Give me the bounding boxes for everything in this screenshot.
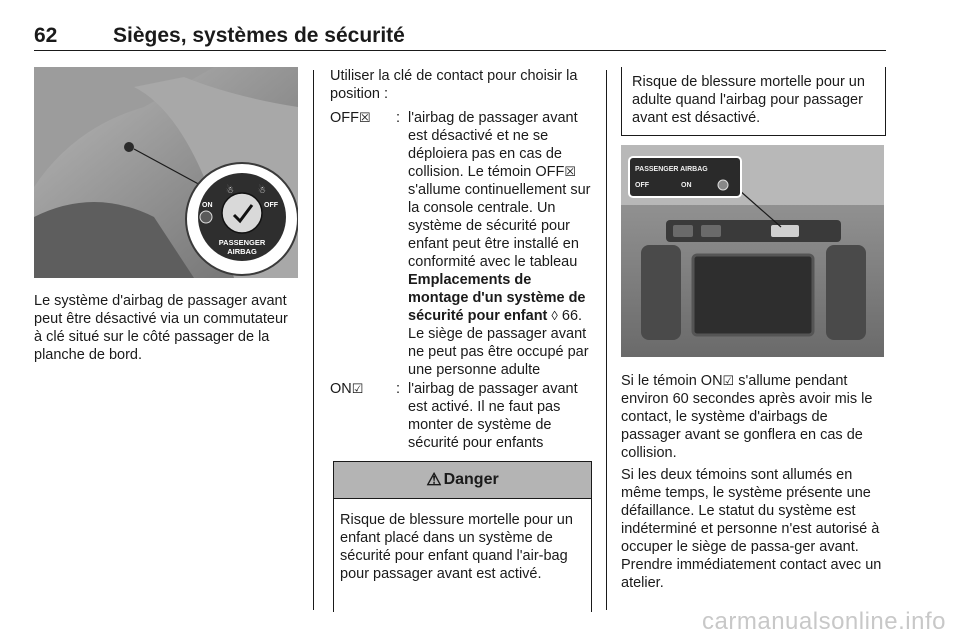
on-indicator-paragraph: [621, 372, 887, 462]
figure-caption: Le système d'airbag de passager avant peut être désactivé via un commutateur à clé situé sur le côté passager de la planche de bord.: [34, 293, 288, 363]
danger-box: [333, 461, 592, 612]
on-description: l'airbag de passager avant est activé. Il ne faut pas monter de système de sécurité pour enfants: [408, 381, 578, 451]
airbag-off-icon: ☒: [564, 164, 576, 179]
malfunction-paragraph: Si les deux témoins sont allumés en même temps, le système présente une défaillance. Le statut du système est indéterminé et personne n'est autorisé à occuper le siège de passa-ger avant. Prendre immédiatement contact avec un atelier.: [621, 467, 882, 591]
warning-triangle-icon: ⚠: [426, 470, 442, 489]
svg-text:☃: ☃: [258, 186, 267, 196]
off-reference: 66. Le siège de passager avant ne peut pas être occupé par une personne adulte: [408, 308, 589, 378]
airbag-on-icon: ☑: [351, 381, 364, 396]
switch-label-airbag: AIRBAG: [227, 247, 257, 256]
definition-off: OFF☒ : l'airbag de passager avant est désactivé et ne se déploiera pas en cas de collision. Le témoin OFF☒ s'allume continuellement sur la console centrale. Un système de sécurité pour enfant peut être installé en conformité avec le tableau Emplacements de montage d'un système de sécurité pour enfant ◊ 66. Le siège de passager avant ne peut pas être occupé par une personne adulte: [330, 110, 591, 378]
switch-label-off: OFF: [264, 202, 278, 209]
intro-text: Utiliser la clé de contact pour choisir la position :: [330, 68, 578, 102]
on-term: ON: [330, 381, 352, 397]
airbag-on-icon: ☑: [722, 373, 735, 388]
off-description-1: l'airbag de passager avant est désactivé et ne se déploiera pas en cas de collision. Le témoin OFF: [408, 110, 578, 180]
child-seat-link[interactable]: Emplacements de montage d'un système de sécurité pour enfant: [408, 272, 586, 324]
danger-title: Danger: [443, 471, 499, 488]
svg-text:☃: ☃: [226, 186, 235, 196]
reference-arrow-icon: ◊: [551, 308, 558, 323]
column-rule-2: [606, 70, 607, 610]
warning-text: Risque de blessure mortelle pour un adulte quand l'airbag pour passager avant est désactivé.: [632, 74, 865, 126]
definition-on: ON☑ : l'airbag de passager avant est activé. Il ne faut pas monter de système de sécurité pour enfants: [330, 381, 578, 451]
indicator-label: PASSENGER AIRBAG: [635, 166, 708, 173]
header-rule: [34, 50, 886, 51]
indicator-off: OFF: [635, 182, 649, 189]
page-title: Sièges, systèmes de sécurité: [113, 24, 405, 47]
switch-label-on: ON: [202, 202, 213, 209]
footer-watermark: carmanualsonline.info: [702, 608, 946, 635]
off-term: OFF: [330, 110, 359, 126]
warning-box: [621, 67, 886, 136]
para1-start: Si le témoin ON: [621, 373, 723, 389]
column-rule-1: [313, 70, 314, 610]
airbag-off-icon: ☒: [359, 110, 371, 125]
page-number: 62: [34, 24, 58, 47]
indicator-on: ON: [681, 182, 692, 189]
para1-end: s'allume pendant environ 60 secondes après avoir mis le contact, le système d'airbags de passager avant se gonflera en cas de collision.: [621, 373, 873, 461]
switch-label-passenger: PASSENGER: [218, 238, 266, 247]
airbag-switch-photo: [34, 67, 298, 278]
console-indicator-photo: [621, 145, 884, 357]
indicator-panel: [629, 157, 741, 197]
danger-text: Risque de blessure mortelle pour un enfant placé dans un système de sécurité pour enfant quand l'air-bag pour passager avant est activé.: [340, 512, 573, 582]
off-description-2: s'allume continuellement sur la console centrale. Un système de sécurité pour enfant peut être installé en conformité avec le tableau: [408, 182, 591, 270]
